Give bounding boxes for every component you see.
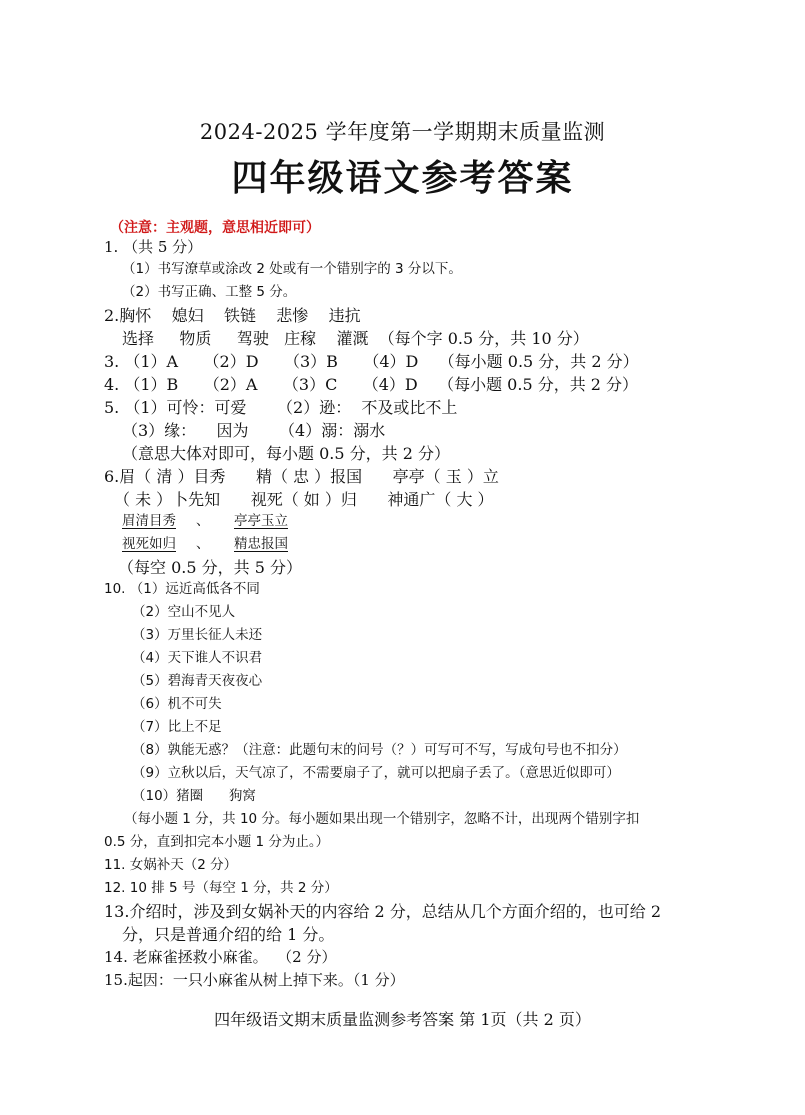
separator: 、: [196, 513, 210, 529]
page-footer: 四年级语文期末质量监测参考答案 第 1页（共 2 页）: [214, 1010, 591, 1029]
answer-line: （6）机不可失: [132, 696, 222, 712]
answer-line: （5）碧海青天夜夜心: [132, 673, 263, 689]
answer-line: 13.介绍时，涉及到女娲补天的内容给 2 分，总结从几个方面介绍的，也可给 2: [104, 902, 662, 921]
answer-line: （2）空山不见人: [132, 604, 236, 620]
answer-line: 14. 老麻雀拯救小麻雀。 （2 分）: [104, 948, 337, 966]
answer-line: 选择 物质 驾驶 庄稼 灌溉 （每个字 0.5 分，共 10 分）: [122, 329, 589, 348]
answer-line: （8）孰能无惑？（注意：此题句末的问号（？）可写可不写，写成句号也不扣分）: [132, 742, 627, 758]
answer-line: 11. 女娲补天（2 分）: [104, 857, 238, 873]
underlined-answer: 视死如归: [122, 536, 176, 552]
separator: 、: [196, 536, 210, 552]
answer-line: 6.眉（ 清 ）目秀 精（ 忠 ）报国 亭亭（ 玉 ）立: [104, 467, 499, 486]
underlined-answer: 精忠报国: [234, 536, 288, 552]
answer-line: （每空 0.5 分，共 5 分）: [118, 558, 302, 577]
answer-line: 0.5 分，直到扣完本小题 1 分为止。）: [104, 834, 330, 850]
answer-line: （每小题 1 分，共 10 分。每小题如果出现一个错别字，忽略不计，出现两个错别字扣: [124, 811, 640, 827]
answer-line: 2.胸怀 媳妇 铁链 悲惨 违抗: [104, 306, 361, 325]
answer-line: （3）缘： 因为 （4）溺：溺水: [122, 421, 386, 440]
answer-line: （ 未 ）卜先知 视死（ 如 ）归 神通广（ 大 ）: [114, 490, 494, 509]
answer-line: 10. （1）远近高低各不同: [104, 581, 260, 597]
answer-line: （10）猪圈 狗窝: [132, 788, 256, 804]
underlined-answer: 亭亭玉立: [234, 513, 288, 529]
underlined-answer: 眉清目秀: [122, 513, 176, 529]
answer-line: 分，只是普通介绍的给 1 分。: [122, 925, 335, 944]
exam-title: 2024-2025 学年度第一学期期末质量监测: [199, 120, 606, 144]
answer-line: 15.起因：一只小麻雀从树上掉下来。（1 分）: [104, 971, 405, 989]
answer-line: 3. （1）A （2）D （3）B （4）D （每小题 0.5 分，共 2 分）: [104, 352, 639, 371]
answer-line: （4）天下谁人不识君: [132, 650, 263, 666]
answer-line: （7）比上不足: [132, 719, 222, 735]
answer-line: （3）万里长征人未还: [132, 627, 263, 643]
answer-line: （意思大体对即可，每小题 0.5 分，共 2 分）: [122, 444, 450, 463]
answer-line: 12. 10 排 5 号（每空 1 分，共 2 分）: [104, 880, 338, 896]
red-note: （注意：主观题，意思相近即可）: [110, 220, 320, 236]
answer-line: （1）书写潦草或涂改 2 处或有一个错别字的 3 分以下。: [122, 261, 462, 277]
answer-line: 1. （共 5 分）: [104, 238, 203, 256]
page-title: 四年级语文参考答案: [231, 157, 574, 199]
answer-line: （2）书写正确、工整 5 分。: [122, 284, 297, 300]
answer-line: 4. （1）B （2）A （3）C （4）D （每小题 0.5 分，共 2 分）: [104, 375, 639, 394]
answer-line: 5. （1）可怜：可爱 （2）逊： 不及或比不上: [104, 398, 458, 417]
answer-line: （9）立秋以后，天气凉了，不需要扇子了，就可以把扇子丢了。（意思近似即可）: [132, 765, 620, 781]
